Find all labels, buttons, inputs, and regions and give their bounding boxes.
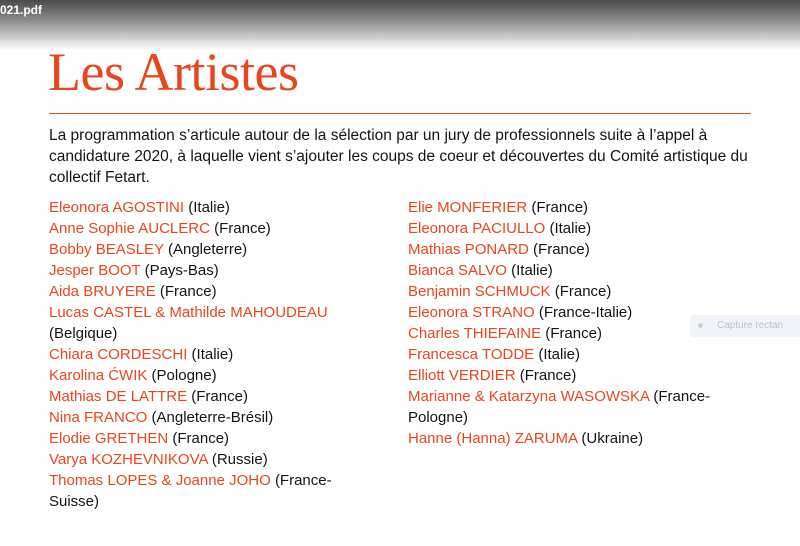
capture-dot-icon	[698, 323, 703, 328]
artist-name: Eleonora STRANO	[408, 304, 535, 321]
artist-name: Charles THIEFAINE	[408, 325, 542, 342]
artist-entry	[408, 428, 758, 449]
artist-entry	[408, 218, 758, 239]
artist-entry	[408, 260, 758, 281]
artist-country: (Belgique)	[49, 325, 118, 342]
artist-country: (Angleterre-Brésil)	[151, 409, 274, 426]
artist-country: (France)	[214, 220, 271, 237]
artist-entry	[408, 386, 758, 428]
artist-entry	[49, 386, 379, 407]
artist-country: (Pologne)	[151, 367, 217, 384]
document-filename: 021.pdf	[0, 3, 43, 17]
artist-entry	[49, 302, 379, 344]
artist-country: (France)	[519, 367, 577, 384]
artist-country: (France)	[191, 388, 248, 405]
artist-name: Nina FRANCO	[49, 409, 148, 426]
capture-label: Capture rectan	[717, 320, 784, 331]
artist-country: (France)	[531, 199, 589, 216]
artist-entry	[408, 344, 758, 365]
artist-country: (France-Suisse)	[49, 472, 332, 510]
artist-country: (France)	[533, 241, 590, 258]
artist-name: Bianca SALVO	[408, 262, 507, 279]
artist-name: Mathias PONARD	[408, 241, 529, 258]
artist-name: Anne Sophie AUCLERC	[49, 220, 210, 237]
artist-name: Marianne & Katarzyna WASOWSKA	[408, 388, 650, 405]
artist-name: Varya KOZHEVNIKOVA	[49, 451, 208, 468]
artist-country: (France)	[159, 283, 217, 300]
artist-list-left	[49, 197, 379, 512]
artist-entry	[408, 281, 758, 302]
capture-rectangle-button[interactable]	[690, 315, 800, 337]
artist-country: (France-Italie)	[538, 304, 633, 321]
artist-name: Elie MONFERIER	[408, 199, 528, 216]
artist-entry	[49, 407, 379, 428]
artist-name: Elliott VERDIER	[408, 367, 516, 384]
artist-country: (France)	[172, 430, 230, 447]
artist-name: Mathias DE LATTRE	[49, 388, 188, 405]
artist-entry	[408, 365, 758, 386]
artist-name: Hanne (Hanna) ZARUMA	[408, 430, 578, 447]
artist-country: (Angleterre)	[167, 241, 248, 258]
artist-name: Karolina ĆWIK	[49, 367, 148, 384]
artist-entry	[49, 197, 379, 218]
artist-entry	[49, 281, 379, 302]
artist-country: (Italie)	[191, 346, 234, 363]
artist-name: Benjamin SCHMUCK	[408, 283, 551, 300]
artist-country: (France)	[545, 325, 602, 342]
artist-entry	[49, 344, 379, 365]
artist-country: (Russie)	[211, 451, 268, 468]
artist-entry	[49, 365, 379, 386]
artist-country: (Italie)	[538, 346, 581, 363]
artist-entry	[49, 470, 379, 512]
artist-name: Eleonora AGOSTINI	[49, 199, 185, 216]
artist-entry	[408, 197, 758, 218]
artist-country: (France)	[554, 283, 612, 300]
intro-paragraph: La programmation s’articule autour de la sélection par un jury de professionnels suite à l’appel à candidature 2020, à laquelle vient s’ajouter les coups de coeur et découvertes du Comité artistique du collectif Fetart.	[49, 127, 748, 186]
artist-name: Aida BRUYERE	[49, 283, 156, 300]
artist-name: Elodie GRETHEN	[49, 430, 169, 447]
artist-name: Chiara CORDESCHI	[49, 346, 188, 363]
artist-entry	[49, 260, 379, 281]
page-title: Les Artistes	[48, 42, 299, 102]
artist-name: Lucas CASTEL & Mathilde MAHOUDEAU	[49, 304, 328, 321]
artist-name: Eleonora PACIULLO	[408, 220, 546, 237]
artist-name: Jesper BOOT	[49, 262, 141, 279]
artist-entry	[49, 428, 379, 449]
artist-entry	[408, 239, 758, 260]
artist-country: (Italie)	[511, 262, 553, 279]
artist-entry	[49, 239, 379, 260]
artist-country: (Italie)	[549, 220, 592, 237]
artist-name: Francesca TODDE	[408, 346, 535, 363]
artist-country: (Pays-Bas)	[144, 262, 219, 279]
artist-country: (Ukraine)	[581, 430, 644, 447]
artist-entry	[49, 218, 379, 239]
artist-entry	[49, 449, 379, 470]
artist-country: (France-Pologne)	[408, 388, 711, 426]
artist-country: (Italie)	[188, 199, 230, 216]
artist-name: Bobby BEASLEY	[49, 241, 164, 258]
title-divider	[49, 113, 751, 114]
artist-name: Thomas LOPES & Joanne JOHO	[49, 472, 271, 489]
